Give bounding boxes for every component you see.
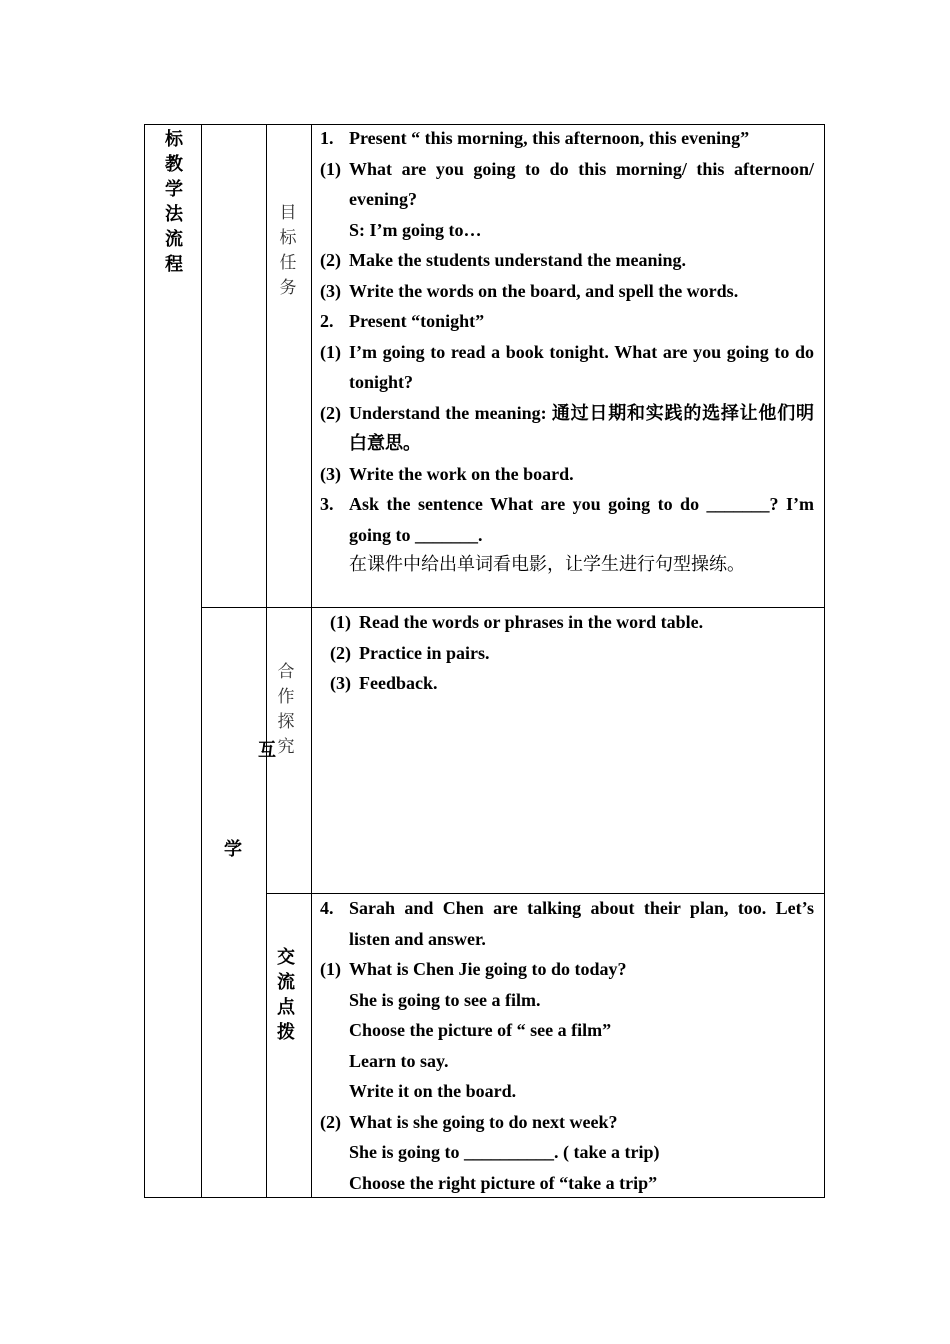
item-number: (2) xyxy=(320,402,341,423)
item-text: 在课件中给出单词看电影，让学生进行句型操练。 xyxy=(349,554,745,575)
column-divider-3 xyxy=(311,124,312,1198)
section1-label-char: 务 xyxy=(279,278,297,298)
list-item xyxy=(320,123,814,154)
list-item xyxy=(320,1046,814,1077)
list-item xyxy=(320,893,814,954)
item-text: Choose the right picture of “take a trip” xyxy=(349,1172,658,1193)
item-number: (1) xyxy=(330,612,351,632)
section3-label-char: 交 xyxy=(277,947,295,968)
section3-label-char: 拨 xyxy=(277,1022,295,1043)
item-number: (1) xyxy=(320,158,341,179)
left-label-char: 程 xyxy=(165,254,183,275)
section2-label-char: 探 xyxy=(277,712,295,732)
section2-label-char: 究 xyxy=(277,737,295,757)
item-text: Write the words on the board, and spell the words. xyxy=(349,280,739,301)
section2-label-char: 合 xyxy=(277,662,295,682)
item-number: 3. xyxy=(320,494,334,514)
item-number: (2) xyxy=(320,1111,341,1132)
label-xue: 学 xyxy=(224,839,242,860)
item-text: What is she going to do next week? xyxy=(349,1111,618,1132)
list-item xyxy=(320,398,814,459)
item-text: I’m going to read a book tonight. What are you going to do tonight? xyxy=(349,341,814,392)
item-text: What is Chen Jie going to do today? xyxy=(349,959,627,979)
list-item xyxy=(320,459,814,490)
left-label-char: 教 xyxy=(165,154,183,175)
list-item xyxy=(320,954,814,985)
item-text: Practice in pairs. xyxy=(359,642,490,663)
item-text: Present “tonight” xyxy=(349,311,485,331)
list-item xyxy=(320,1076,814,1107)
item-text: Ask the sentence What are you going to do _______? I’m going to _______. xyxy=(349,494,814,545)
section1-label xyxy=(276,201,300,301)
left-column-label xyxy=(162,127,186,277)
left-label-char: 法 xyxy=(165,204,183,225)
list-item xyxy=(320,1015,814,1046)
list-item xyxy=(320,154,814,215)
section2-content xyxy=(330,607,814,699)
item-text: Sarah and Chen are talking about their plan, too. Let’s listen and answer. xyxy=(349,898,814,949)
list-item xyxy=(320,1107,814,1138)
item-text: Write the work on the board. xyxy=(349,463,574,484)
table-border-left xyxy=(144,124,145,1198)
item-text: Read the words or phrases in the word table. xyxy=(359,612,704,632)
list-item xyxy=(320,1168,814,1199)
list-item xyxy=(330,668,814,699)
item-text: Learn to say. xyxy=(349,1050,449,1071)
section1-label-char: 目 xyxy=(279,203,297,223)
item-number: (1) xyxy=(320,341,341,362)
table-border-right xyxy=(824,124,825,1198)
list-item xyxy=(320,489,814,550)
list-item xyxy=(320,337,814,398)
list-item xyxy=(330,607,814,638)
list-item xyxy=(320,985,814,1016)
item-text: She is going to see a film. xyxy=(349,989,541,1010)
section2-label xyxy=(274,660,298,760)
section1-label-char: 任 xyxy=(279,253,297,273)
list-item xyxy=(320,306,814,337)
item-number: (2) xyxy=(320,250,341,270)
list-item xyxy=(320,276,814,307)
left-label-char: 标 xyxy=(165,129,183,150)
item-number: (1) xyxy=(320,959,341,979)
item-number: 1. xyxy=(320,128,334,148)
section1-content xyxy=(320,123,814,581)
item-text: Understand the meaning: 通过日期和实践的选择让他们明白意思。 xyxy=(349,402,814,453)
list-item xyxy=(320,215,814,246)
item-text: S: I’m going to… xyxy=(349,219,482,240)
item-number: (3) xyxy=(320,463,341,484)
section3-label-char: 流 xyxy=(277,972,295,993)
item-text: She is going to __________. ( take a trip) xyxy=(349,1142,660,1162)
item-text: Choose the picture of “ see a film” xyxy=(349,1020,612,1040)
left-label-char: 学 xyxy=(165,179,183,200)
item-number: (3) xyxy=(320,280,341,301)
item-number: 4. xyxy=(320,898,334,918)
list-item xyxy=(330,638,814,669)
section3-content xyxy=(320,893,814,1198)
section1-label-char: 标 xyxy=(279,228,297,248)
item-text: Feedback. xyxy=(359,673,438,693)
item-text: Write it on the board. xyxy=(349,1081,517,1101)
list-item xyxy=(320,1137,814,1168)
column-divider-2 xyxy=(266,124,267,1198)
item-text: Make the students understand the meaning. xyxy=(349,250,687,270)
item-number: (2) xyxy=(330,642,351,663)
item-text: Present “ this morning, this afternoon, this evening” xyxy=(349,128,750,148)
column-divider-1 xyxy=(201,124,202,1198)
item-number: 2. xyxy=(320,311,334,331)
label-hu: 互 xyxy=(258,740,276,761)
section2-label-char: 作 xyxy=(277,687,295,707)
item-number: (3) xyxy=(330,673,351,693)
section3-label-char: 点 xyxy=(277,997,295,1018)
section3-label xyxy=(274,945,298,1045)
item-text: What are you going to do this morning/ this afternoon/ evening? xyxy=(349,158,814,209)
list-item xyxy=(320,550,814,581)
list-item xyxy=(320,245,814,276)
left-label-char: 流 xyxy=(165,229,183,250)
